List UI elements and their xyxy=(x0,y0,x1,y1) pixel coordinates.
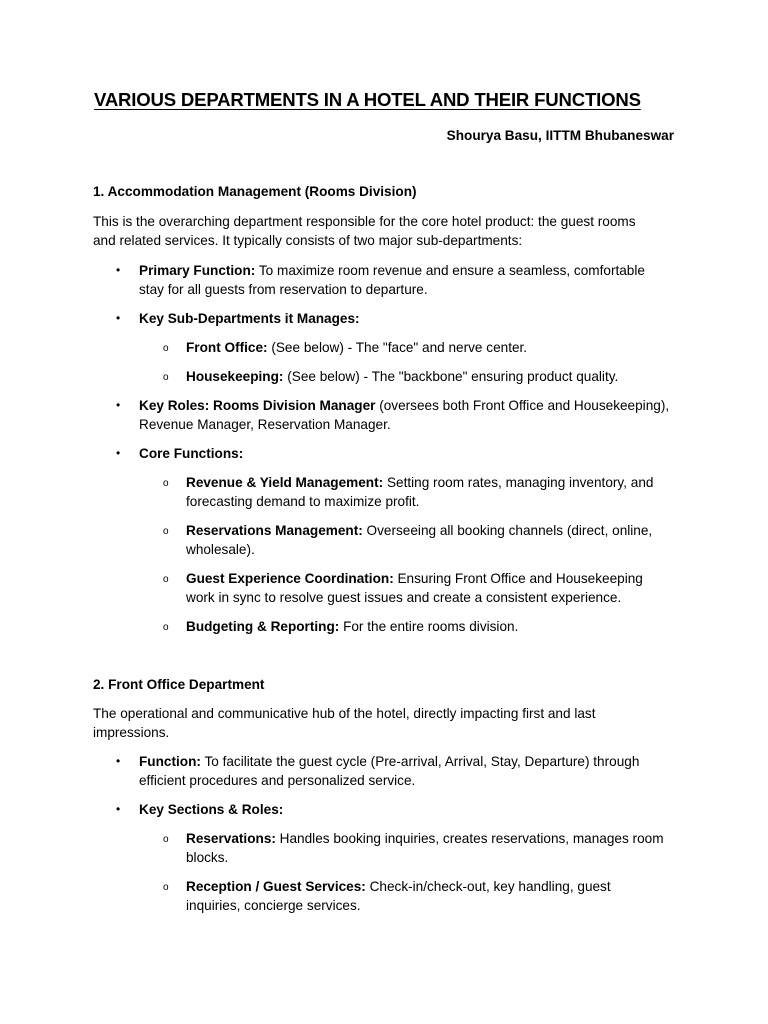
revenue-yield-label: Revenue & Yield Management: xyxy=(186,475,384,490)
sub-bullet-marker: o xyxy=(163,574,169,585)
primary-function-label: Primary Function: xyxy=(139,263,256,278)
reservations-label: Reservations: xyxy=(186,831,276,846)
primary-function-item xyxy=(139,261,645,280)
key-roles-item xyxy=(139,396,669,415)
bullet-marker: • xyxy=(116,311,121,325)
function-text: To facilitate the guest cycle (Pre-arrival, Arrival, Stay, Departure) through xyxy=(200,754,640,769)
author-line: Shourya Basu, IITTM Bhubaneswar xyxy=(446,128,674,143)
reception-item xyxy=(186,877,611,896)
housekeeping-item xyxy=(186,367,618,386)
guest-experience-item xyxy=(186,569,643,588)
function-label: Function: xyxy=(139,754,201,769)
function-text-2: efficient procedures and personalized service. xyxy=(139,773,416,788)
front-office-text: (See below) - The "face" and nerve center. xyxy=(267,340,528,355)
housekeeping-text: (See below) - The "backbone" ensuring product quality. xyxy=(283,369,619,384)
key-subdepartments-label: Key Sub-Departments it Manages: xyxy=(139,311,360,326)
reception-text-2: inquiries, concierge services. xyxy=(186,898,361,913)
section-2-intro-line-1: The operational and communicative hub of the hotel, directly impacting first and last xyxy=(93,706,596,721)
section-1-intro-line-1: This is the overarching department responsible for the core hotel product: the guest rooms xyxy=(93,214,636,229)
sub-bullet-marker: o xyxy=(163,834,169,845)
budgeting-text: For the entire rooms division. xyxy=(339,619,519,634)
function-item xyxy=(139,752,639,771)
key-roles-text-2: Revenue Manager, Reservation Manager. xyxy=(139,417,391,432)
primary-function-text: To maximize room revenue and ensure a seamless, comfortable xyxy=(255,263,645,278)
sub-bullet-marker: o xyxy=(163,372,169,383)
core-functions-label: Core Functions: xyxy=(139,446,244,461)
primary-function-text-2: stay for all guests from reservation to departure. xyxy=(139,282,428,297)
key-roles-text: (oversees both Front Office and Housekeeping), xyxy=(375,398,670,413)
reservations-management-text-2: wholesale). xyxy=(186,542,255,557)
section-1-intro-line-2: and related services. It typically consists of two major sub-departments: xyxy=(93,233,523,248)
reservations-management-label: Reservations Management: xyxy=(186,523,363,538)
bullet-marker: • xyxy=(116,446,121,460)
section-2-intro-line-2: impressions. xyxy=(93,725,170,740)
sub-bullet-marker: o xyxy=(163,882,169,893)
reservations-item xyxy=(186,829,664,848)
bullet-marker: • xyxy=(116,802,121,816)
housekeeping-label: Housekeeping: xyxy=(186,369,284,384)
key-roles-label: Key Roles: Rooms Division Manager xyxy=(139,398,376,413)
reception-text: Check-in/check-out, key handling, guest xyxy=(365,879,611,894)
bullet-marker: • xyxy=(116,754,121,768)
guest-experience-text: Ensuring Front Office and Housekeeping xyxy=(393,571,643,586)
revenue-yield-item xyxy=(186,473,653,492)
guest-experience-label: Guest Experience Coordination: xyxy=(186,571,394,586)
guest-experience-text-2: work in sync to resolve guest issues and create a consistent experience. xyxy=(186,590,622,605)
revenue-yield-text: Setting room rates, managing inventory, and xyxy=(383,475,654,490)
bullet-marker: • xyxy=(116,398,121,412)
bullet-marker: • xyxy=(116,263,121,277)
front-office-label: Front Office: xyxy=(186,340,268,355)
sub-bullet-marker: o xyxy=(163,343,169,354)
revenue-yield-text-2: forecasting demand to maximize profit. xyxy=(186,494,420,509)
key-sections-label: Key Sections & Roles: xyxy=(139,802,284,817)
front-office-item xyxy=(186,338,527,357)
reservations-text: Handles booking inquiries, creates reservations, manages room xyxy=(275,831,664,846)
reservations-management-text: Overseeing all booking channels (direct, online, xyxy=(362,523,653,538)
section-1-heading: 1. Accommodation Management (Rooms Division) xyxy=(93,184,417,199)
budgeting-label: Budgeting & Reporting: xyxy=(186,619,340,634)
sub-bullet-marker: o xyxy=(163,526,169,537)
sub-bullet-marker: o xyxy=(163,478,169,489)
document-title: VARIOUS DEPARTMENTS IN A HOTEL AND THEIR FUNCTIONS xyxy=(94,89,641,110)
reservations-management-item xyxy=(186,521,652,540)
reception-label: Reception / Guest Services: xyxy=(186,879,366,894)
reservations-text-2: blocks. xyxy=(186,850,229,865)
budgeting-item xyxy=(186,617,518,636)
section-2-heading: 2. Front Office Department xyxy=(93,677,265,692)
sub-bullet-marker: o xyxy=(163,622,169,633)
